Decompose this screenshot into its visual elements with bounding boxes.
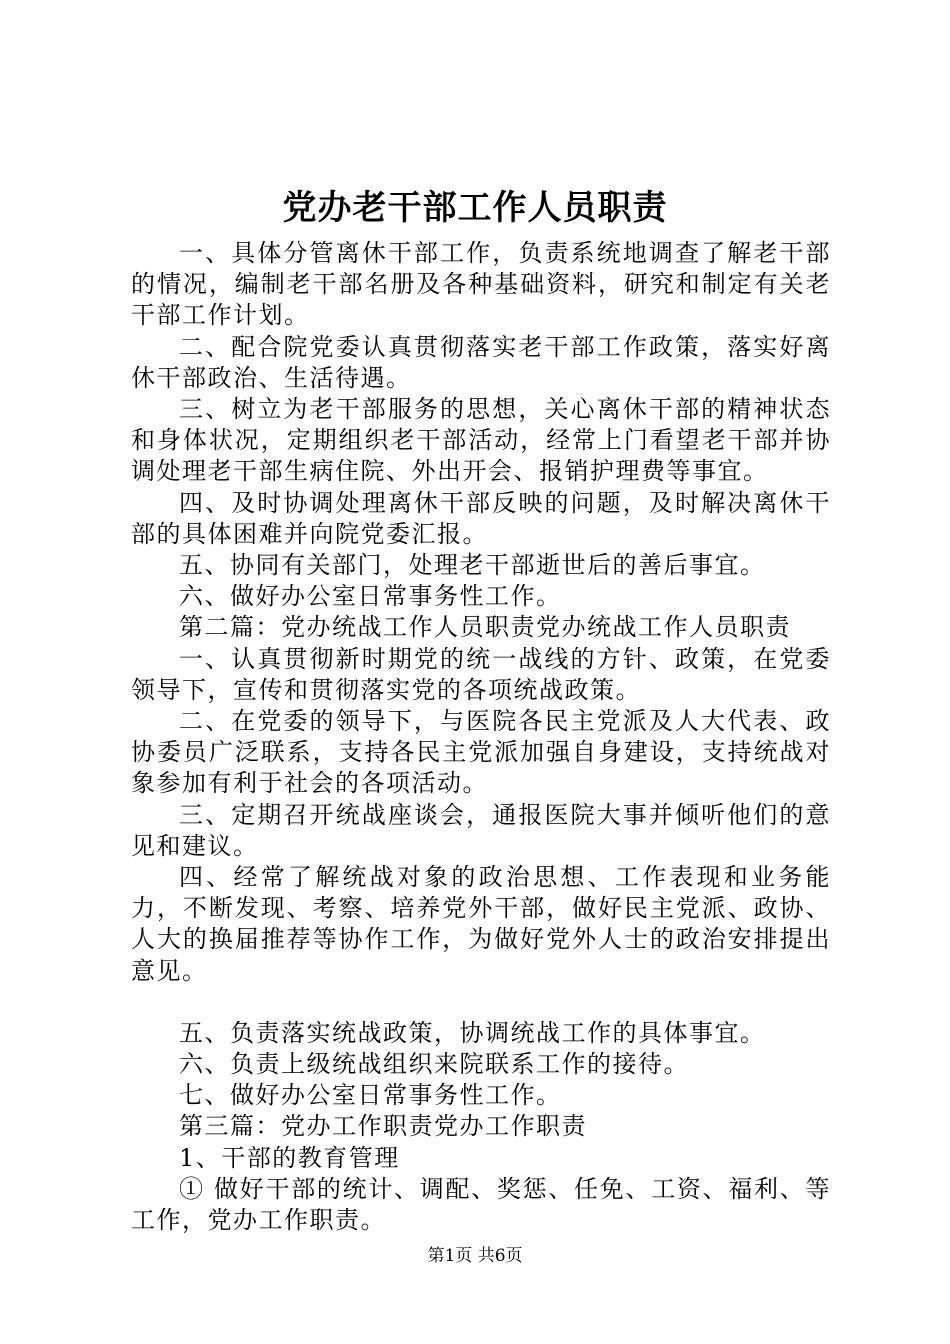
paragraph: ① 做好干部的统计、调配、奖惩、任免、工资、福利、等工作，党办工作职责。 [131, 1174, 831, 1235]
page-footer: 第1页 共6页 [427, 1246, 523, 1266]
paragraph: 四、及时协调处理离休干部反映的问题，及时解决离休干部的具体困难并向院党委汇报。 [131, 488, 831, 548]
paragraph: 二、配合院党委认真贯彻落实老干部工作政策，落实好离休干部政治、生活待遇。 [131, 332, 831, 392]
document-body [131, 238, 831, 1236]
paragraph: 三、定期召开统战座谈会，通报医院大事并倾听他们的意见和建议。 [131, 800, 831, 860]
paragraph: 三、树立为老干部服务的思想，关心离休干部的精神状态和身体状况，定期组织老干部活动，经常上门看望老干部并协调处理老干部生病住院、外出开会、报销护理费等事宜。 [131, 395, 831, 486]
paragraph: 四、经常了解统战对象的政治思想、工作表现和业务能力，不断发现、考察、培养党外干部，做好民主党派、政协、人大的换届推荐等协作工作，为做好党外人士的政治安排提出意见。 [131, 863, 831, 985]
paragraph: 五、负责落实统战政策，协调统战工作的具体事宜。 [179, 1018, 766, 1047]
section-heading: 第三篇：党办工作职责党办工作职责 [179, 1112, 587, 1141]
paragraph: 五、协同有关部门，处理老干部逝世后的善后事宜。 [179, 551, 766, 580]
paragraph: 二、在党委的领导下，与医院各民主党派及人大代表、政协委员广泛联系，支持各民主党派加强自身建设，支持统战对象参加有利于社会的各项活动。 [131, 707, 831, 798]
paragraph: 七、做好办公室日常事务性工作。 [179, 1081, 562, 1110]
paragraph: 六、做好办公室日常事务性工作。 [179, 582, 562, 611]
paragraph: 一、具体分管离休干部工作，负责系统地调查了解老干部的情况，编制老干部名册及各种基础资料，研究和制定有关老干部工作计划。 [131, 239, 831, 330]
page-title: 党办老干部工作人员职责 [282, 188, 668, 228]
blank-line [131, 987, 831, 1018]
paragraph: 一、认真贯彻新时期党的统一战线的方针、政策，在党委领导下，宣传和贯彻落实党的各项统战政策。 [131, 644, 831, 704]
section-heading: 第二篇：党办统战工作人员职责党办统战工作人员职责 [179, 613, 791, 642]
sub-heading: 1、干部的教育管理 [179, 1143, 400, 1172]
paragraph: 六、负责上级统战组织来院联系工作的接待。 [179, 1050, 689, 1079]
